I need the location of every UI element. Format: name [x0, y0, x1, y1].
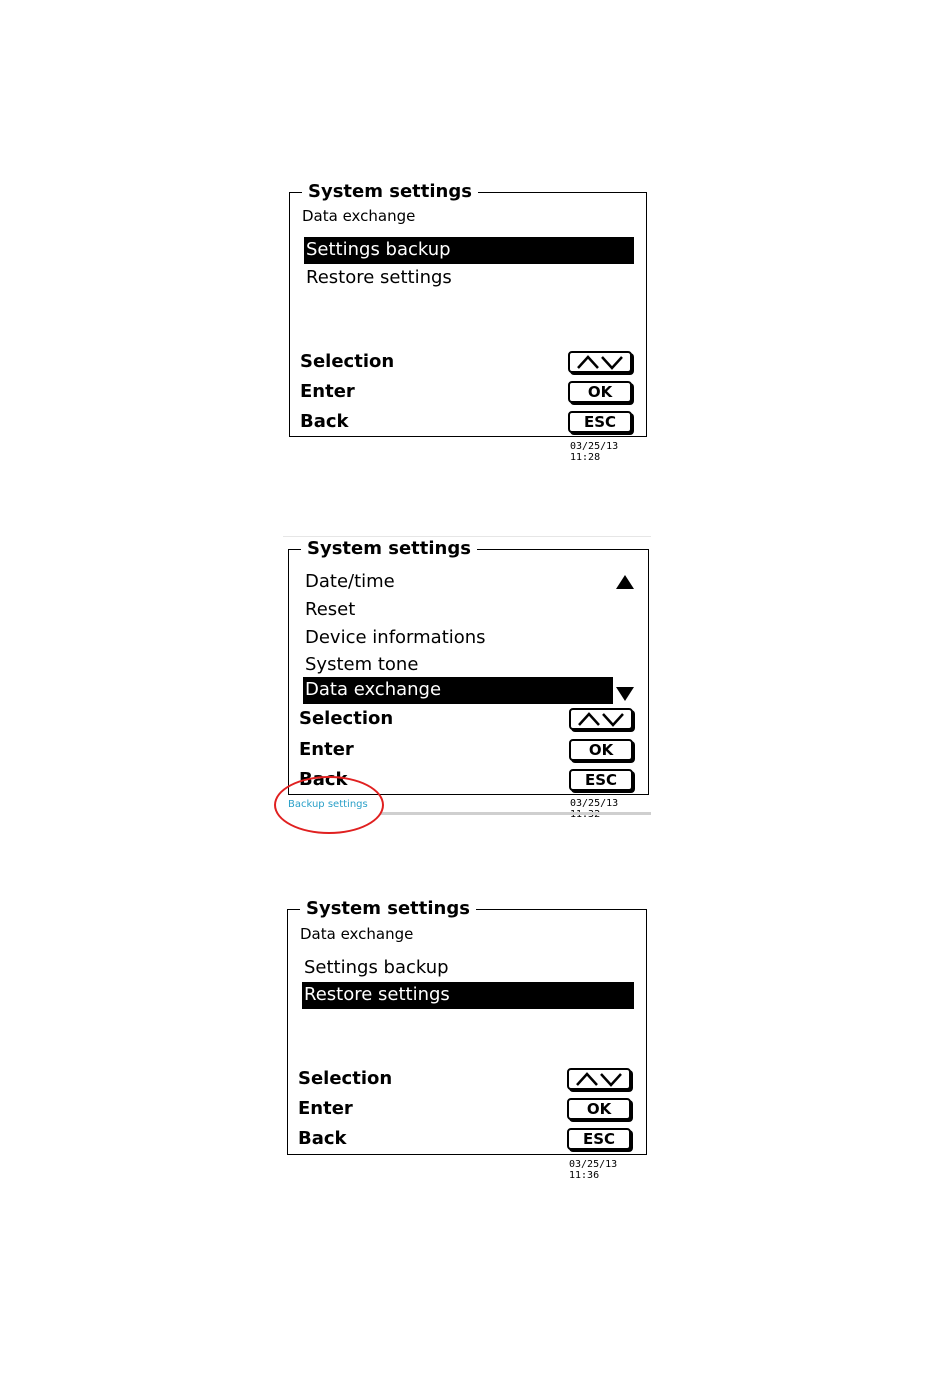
- menu-item-restore-settings[interactable]: Restore settings: [302, 982, 634, 1009]
- screen-1-frame: [289, 181, 647, 437]
- screen-1: [289, 181, 649, 463]
- updown-icon: [570, 354, 630, 370]
- esc-key[interactable]: ESC: [568, 411, 632, 433]
- ok-key[interactable]: OK: [568, 381, 632, 403]
- timestamp: 03/25/13: [570, 798, 619, 809]
- screen-title: System settings: [301, 538, 477, 560]
- back-label: Back: [300, 411, 349, 432]
- back-label: Back: [299, 769, 348, 790]
- screen-3-frame: [287, 898, 647, 1155]
- updown-icon: [571, 711, 631, 727]
- screen-subtitle: Data exchange: [300, 925, 414, 943]
- highlight-ellipse: [274, 776, 384, 834]
- updown-key[interactable]: [569, 708, 633, 730]
- selection-label: Selection: [299, 708, 394, 729]
- selection-label: Selection: [300, 351, 395, 372]
- menu-item-data-exchange[interactable]: Data exchange: [303, 677, 613, 704]
- enter-label: Enter: [300, 381, 355, 402]
- esc-key[interactable]: ESC: [569, 769, 633, 791]
- ok-key[interactable]: OK: [567, 1098, 631, 1120]
- menu-item-settings-backup[interactable]: Settings backup: [304, 237, 634, 264]
- screen-subtitle: Data exchange: [302, 207, 416, 225]
- top-divider: [283, 536, 651, 537]
- screen-3: [287, 898, 647, 1181]
- updown-icon: [569, 1071, 629, 1087]
- enter-label: Enter: [299, 739, 354, 760]
- screen-title: System settings: [302, 181, 478, 203]
- menu-item-restore-settings[interactable]: Restore settings: [306, 267, 452, 288]
- scroll-down-icon[interactable]: [616, 686, 634, 705]
- bottom-divider: [380, 812, 651, 815]
- selection-label: Selection: [298, 1068, 393, 1089]
- ok-key[interactable]: OK: [569, 739, 633, 761]
- menu-item-settings-backup[interactable]: Settings backup: [304, 957, 449, 978]
- back-label: Back: [298, 1128, 347, 1149]
- screen-2-frame: [288, 538, 649, 795]
- screen-title: System settings: [300, 898, 476, 920]
- backup-settings-link[interactable]: Backup settings: [288, 799, 368, 810]
- updown-key[interactable]: [567, 1068, 631, 1090]
- scroll-up-icon[interactable]: [616, 574, 634, 593]
- menu-item-reset[interactable]: Reset: [305, 599, 356, 620]
- enter-label: Enter: [298, 1098, 353, 1119]
- menu-item-device-informations[interactable]: Device informations: [305, 627, 486, 648]
- menu-item-date-time[interactable]: Date/time: [305, 571, 395, 592]
- timestamp: 03/25/13 11:36: [569, 1159, 618, 1181]
- timestamp: 03/25/13 11:28: [570, 441, 619, 463]
- updown-key[interactable]: [568, 351, 632, 373]
- menu-item-system-tone[interactable]: System tone: [305, 654, 419, 675]
- esc-key[interactable]: ESC: [567, 1128, 631, 1150]
